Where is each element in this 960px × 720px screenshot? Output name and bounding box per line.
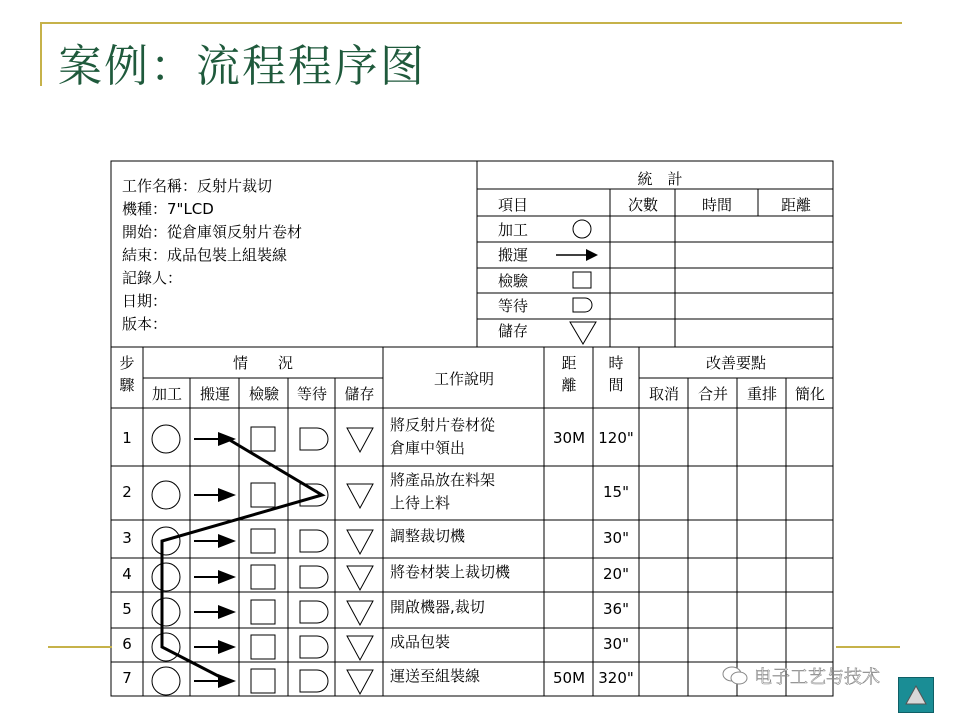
work-desc-line: 運送至組裝線	[390, 667, 481, 685]
d-shape-icon	[300, 428, 328, 450]
d-shape-icon	[300, 636, 328, 658]
info-version: 版本：	[122, 315, 168, 333]
situation-sub-header: 等待	[296, 385, 327, 403]
watermark	[722, 662, 880, 690]
d-shape-icon	[300, 670, 328, 692]
time-header: 時	[608, 354, 624, 372]
arrow-icon	[218, 534, 236, 548]
triangle-icon	[347, 636, 373, 660]
slide-title: 案例：流程程序图	[58, 41, 426, 92]
step-number: 1	[122, 428, 132, 447]
work-desc-line: 調整裁切機	[390, 527, 466, 545]
stats-item-label: 檢驗	[497, 272, 528, 290]
triangle-icon	[570, 322, 596, 344]
triangle-icon	[347, 670, 373, 694]
situation-sub-header: 搬運	[199, 385, 230, 403]
circle-icon	[152, 667, 180, 695]
circle-icon	[152, 481, 180, 509]
time-value: 20"	[603, 565, 629, 583]
d-shape-icon	[300, 530, 328, 552]
distance-header: 距	[561, 354, 577, 372]
slide-nav-button[interactable]	[898, 677, 934, 713]
stats-item-label: 等待	[497, 297, 528, 315]
situation-header: 情 況	[232, 354, 293, 372]
stats-header-distance: 距離	[780, 196, 811, 214]
improve-sub-header: 重排	[746, 385, 777, 403]
situation-sub-header: 加工	[151, 385, 182, 403]
step-header: 驟	[119, 376, 135, 394]
time-value: 36"	[603, 600, 629, 618]
time-value: 320"	[598, 669, 634, 687]
stats-header-count: 次數	[627, 196, 658, 214]
d-shape-icon	[300, 566, 328, 588]
time-value: 30"	[603, 529, 629, 547]
circle-icon	[152, 598, 180, 626]
bottom-right-accent-line	[836, 646, 900, 648]
square-icon	[251, 600, 275, 624]
work-desc-line: 將產品放在料架	[390, 471, 496, 489]
stats-header-time: 時間	[701, 196, 732, 214]
stats-item-label: 搬運	[497, 246, 528, 264]
triangle-icon	[347, 566, 373, 590]
distance-value: 50M	[552, 669, 586, 687]
improve-header: 改善要點	[705, 354, 766, 372]
distance-header: 離	[561, 376, 577, 394]
work-desc-line: 開啟機器,裁切	[390, 598, 485, 616]
circle-icon	[152, 425, 180, 453]
info-recorder: 記錄人：	[122, 269, 183, 287]
d-shape-icon	[300, 601, 328, 623]
arrow-icon	[586, 249, 598, 261]
stats-item-label: 儲存	[497, 322, 528, 340]
square-icon	[251, 483, 275, 507]
arrow-icon	[218, 605, 236, 619]
arrow-icon	[218, 570, 236, 584]
step-header: 步	[119, 354, 135, 372]
info-model: 機種：7"LCD	[122, 200, 214, 218]
triangle-icon	[347, 530, 373, 554]
circle-icon	[152, 563, 180, 591]
stats-title: 統 計	[637, 170, 683, 188]
triangle-icon	[347, 484, 373, 508]
work-desc-line: 將反射片卷材從	[390, 416, 496, 434]
bottom-left-accent-line	[48, 646, 112, 648]
arrow-icon	[218, 640, 236, 654]
step-number: 3	[122, 529, 132, 547]
triangle-icon	[347, 428, 373, 452]
work-desc-line: 將卷材裝上裁切機	[390, 563, 511, 581]
triangle-up-icon	[904, 684, 928, 706]
d-shape-icon	[573, 298, 592, 312]
time-header: 間	[608, 376, 624, 394]
time-value: 15"	[603, 483, 629, 501]
step-number: 4	[122, 565, 132, 583]
step-number: 2	[122, 483, 132, 501]
circle-icon	[152, 633, 180, 661]
square-icon	[251, 565, 275, 589]
circle-icon	[573, 220, 591, 238]
step-number: 7	[122, 669, 132, 687]
improve-sub-header: 取消	[648, 385, 679, 403]
wechat-icon	[722, 665, 748, 687]
stats-item-label: 加工	[497, 221, 528, 239]
work-desc-line: 上待上料	[390, 494, 451, 512]
square-icon	[251, 635, 275, 659]
time-value: 30"	[603, 635, 629, 653]
flow-connector-line	[162, 439, 322, 681]
watermark-text: 电子工艺与技术	[754, 667, 880, 688]
situation-sub-header: 檢驗	[248, 385, 279, 403]
triangle-icon	[347, 601, 373, 625]
step-number: 5	[122, 600, 132, 618]
distance-value: 30M	[552, 428, 586, 447]
info-work-name: 工作名稱：反射片裁切	[122, 177, 273, 195]
situation-sub-header: 儲存	[344, 385, 375, 403]
info-start: 開始：從倉庫領反射片卷材	[122, 223, 303, 241]
work-desc-header: 工作說明	[433, 370, 494, 388]
improve-sub-header: 合并	[697, 385, 728, 403]
info-end: 結束：成品包裝上組裝線	[122, 246, 288, 264]
square-icon	[251, 669, 275, 693]
square-icon	[251, 529, 275, 553]
stats-header-item: 項目	[497, 196, 528, 214]
step-number: 6	[122, 635, 132, 653]
arrow-icon	[218, 488, 236, 502]
time-value: 120"	[598, 428, 634, 447]
work-desc-line: 成品包裝	[390, 633, 451, 651]
info-date: 日期：	[122, 292, 168, 310]
improve-sub-header: 簡化	[794, 385, 825, 403]
chart-info-block	[122, 175, 302, 336]
work-desc-line: 倉庫中領出	[390, 439, 466, 457]
square-icon	[251, 427, 275, 451]
square-icon	[573, 272, 591, 288]
